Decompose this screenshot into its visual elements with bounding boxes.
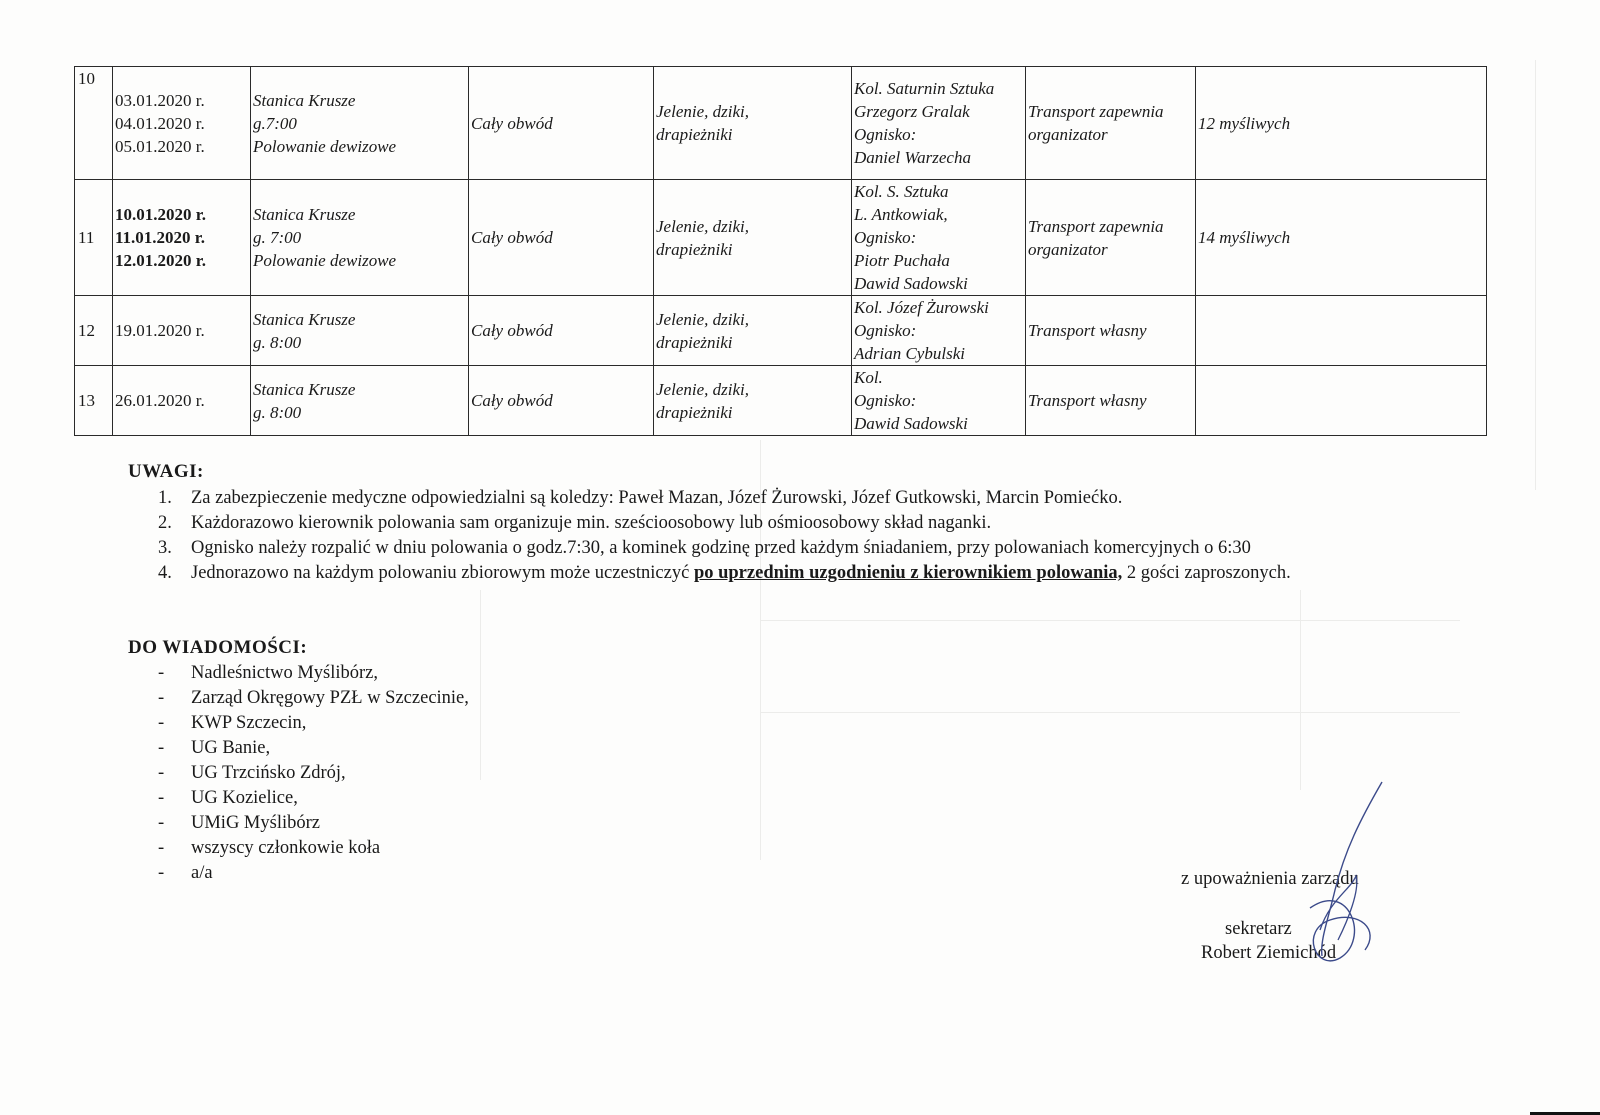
cell-game-line: drapieżniki	[656, 402, 733, 422]
scan-bleed-line	[1535, 60, 1536, 490]
cell-game-line: drapieżniki	[656, 332, 733, 352]
distribution-recipient: UG Trzcińsko Zdrój,	[191, 763, 346, 783]
distribution-recipient: wszyscy członkowie koła	[191, 838, 381, 858]
note-text: Każdorazowo kierownik polowania sam organizuje min. sześcioosobowy lub ośmioosobowy skład naganki.	[191, 513, 992, 533]
cell-game-line: drapieżniki	[656, 125, 733, 144]
distribution-item	[158, 686, 469, 711]
distribution-recipient: a/a	[191, 863, 213, 883]
cell-leaders-line: Piotr Puchała	[854, 251, 950, 270]
distribution-item	[158, 786, 469, 811]
cell-place	[251, 296, 469, 366]
cell-area-text: Cały obwód	[471, 321, 553, 340]
cell-leaders-line: L. Antkowiak,	[854, 205, 948, 224]
cell-hunters-text: 14 myśliwych	[1198, 228, 1291, 247]
cell-number-text: 12	[78, 321, 95, 340]
cell-dates	[113, 296, 251, 366]
scan-bleed-line	[760, 712, 1460, 713]
dash-bullet: -	[158, 763, 165, 783]
note-item	[158, 536, 1291, 561]
note-number: 4.	[158, 563, 172, 583]
distribution-recipient: KWP Szczecin,	[191, 713, 307, 733]
cell-place-line: g. 8:00	[253, 402, 302, 422]
distribution-item	[158, 711, 469, 736]
cell-leaders-line: Grzegorz Gralak	[854, 102, 970, 121]
cell-number	[75, 67, 113, 180]
cell-leaders-line: Kol. Saturnin Sztuka	[854, 79, 995, 98]
secretary-title: sekretarz	[1225, 919, 1292, 939]
distribution-recipient: Nadleśnictwo Myślibórz,	[191, 663, 379, 683]
distribution-list	[158, 661, 469, 886]
cell-leaders-line: Dawid Sadowski	[854, 414, 968, 433]
cell-game	[654, 296, 852, 366]
dash-bullet: -	[158, 663, 165, 683]
cell-transport-line: Transport zapewnia	[1028, 216, 1164, 236]
distribution-recipient: UMiG Myślibórz	[191, 813, 320, 833]
distribution-recipient: UG Banie,	[191, 738, 271, 758]
cell-transport	[1026, 67, 1196, 180]
cell-number-text: 13	[78, 391, 95, 410]
note-text: Jednorazowo na każdym polowaniu zbiorowym może uczestniczyć	[191, 563, 694, 583]
dash-bullet: -	[158, 738, 165, 758]
distribution-heading: DO WIADOMOŚCI:	[128, 637, 308, 658]
cell-leaders-line: Dawid Sadowski	[854, 274, 968, 293]
cell-leaders-line: Kol. Józef Żurowski	[854, 298, 989, 317]
cell-game-line: drapieżniki	[656, 239, 733, 259]
cell-place-line: Polowanie dewizowe	[253, 251, 397, 270]
distribution-recipient: Zarząd Okręgowy PZŁ w Szczecinie,	[191, 688, 469, 708]
cell-area-text: Cały obwód	[471, 391, 553, 410]
cell-transport-line: Transport własny	[1028, 321, 1147, 340]
cell-area-text: Cały obwód	[471, 113, 553, 133]
handwritten-signature	[1290, 780, 1420, 980]
cell-transport-line: organizator	[1028, 239, 1108, 259]
cell-area	[469, 366, 654, 436]
cell-place-line: Stanica Krusze	[253, 205, 356, 224]
cell-dates-line: 26.01.2020 r.	[115, 391, 205, 410]
dash-bullet: -	[158, 713, 165, 733]
distribution-item	[158, 761, 469, 786]
cell-dates-line: 11.01.2020 r.	[115, 228, 206, 247]
cell-dates	[113, 180, 251, 296]
cell-leaders-line: Kol.	[854, 368, 883, 387]
cell-leaders	[852, 366, 1026, 436]
cell-place-line: g. 8:00	[253, 332, 302, 352]
cell-area	[469, 296, 654, 366]
cell-transport	[1026, 296, 1196, 366]
cell-hunters	[1196, 366, 1487, 436]
cell-place-line: g.7:00	[253, 113, 297, 133]
note-item	[158, 486, 1291, 511]
secretary-name: Robert Ziemichód	[1201, 943, 1337, 963]
notes-list	[158, 486, 1291, 586]
distribution-item	[158, 836, 469, 861]
cell-game-line: Jelenie, dziki,	[656, 216, 749, 236]
dash-bullet: -	[158, 863, 165, 883]
distribution-item	[158, 811, 469, 836]
cell-leaders-line: Ognisko:	[854, 391, 917, 410]
cell-transport-line: Transport własny	[1028, 391, 1147, 410]
cell-number	[75, 366, 113, 436]
note-text: 2 gości zaproszonych.	[1122, 563, 1291, 583]
cell-leaders-line: Adrian Cybulski	[854, 344, 965, 363]
cell-hunters	[1196, 296, 1487, 366]
note-number: 2.	[158, 513, 172, 533]
note-number: 1.	[158, 488, 172, 508]
dash-bullet: -	[158, 788, 165, 808]
cell-game	[654, 366, 852, 436]
note-number: 3.	[158, 538, 172, 558]
cell-number	[75, 180, 113, 296]
cell-transport	[1026, 180, 1196, 296]
cell-game-line: Jelenie, dziki,	[656, 379, 749, 399]
cell-dates-line: 19.01.2020 r.	[115, 321, 205, 340]
cell-dates-line: 03.01.2020 r.	[115, 90, 205, 110]
cell-area	[469, 67, 654, 180]
distribution-recipient: UG Kozielice,	[191, 788, 298, 808]
note-item	[158, 561, 1291, 586]
cell-leaders-line: Kol. S. Sztuka	[854, 182, 949, 201]
cell-leaders-line: Daniel Warzecha	[854, 148, 971, 167]
table-row	[75, 180, 1487, 296]
note-text: Za zabezpieczenie medyczne odpowiedzialni są koledzy: Paweł Mazan, Józef Żurowski, Józef Gutkowski, Marcin Pomiećko.	[191, 488, 1123, 508]
notes-heading: UWAGI:	[128, 461, 204, 482]
cell-game	[654, 67, 852, 180]
distribution-item	[158, 861, 469, 886]
note-emphasis: po uprzednim uzgodnieniu z kierownikiem polowania,	[693, 563, 1123, 583]
distribution-item	[158, 736, 469, 761]
cell-transport-line: organizator	[1028, 125, 1108, 144]
cell-place	[251, 67, 469, 180]
cell-game	[654, 180, 852, 296]
dash-bullet: -	[158, 813, 165, 833]
cell-hunters	[1196, 180, 1487, 296]
note-text: Ognisko należy rozpalić w dniu polowania o godz.7:30, a kominek godzinę przed każdym śniadaniem, przy polowaniach komercyjnych o 6:30	[191, 538, 1251, 558]
table-body	[75, 67, 1487, 436]
cell-number	[75, 296, 113, 366]
note-item	[158, 511, 1291, 536]
hunt-schedule-table	[74, 66, 1487, 436]
cell-place-line: Stanica Krusze	[253, 309, 356, 329]
table-row	[75, 67, 1487, 180]
cell-place	[251, 180, 469, 296]
authorization-line: z upoważnienia zarządu	[1181, 869, 1359, 889]
cell-place-line: Stanica Krusze	[253, 379, 356, 399]
cell-number-text: 11	[78, 228, 95, 247]
cell-leaders	[852, 67, 1026, 180]
cell-dates-line: 12.01.2020 r.	[115, 251, 206, 270]
cell-dates-line: 10.01.2020 r.	[115, 205, 206, 224]
cell-place-line: Polowanie dewizowe	[253, 136, 397, 156]
scan-bleed-line	[480, 590, 481, 780]
cell-dates-line: 04.01.2020 r.	[115, 113, 205, 133]
distribution-item	[158, 661, 469, 686]
cell-game-line: Jelenie, dziki,	[656, 102, 749, 121]
dash-bullet: -	[158, 838, 165, 858]
cell-leaders	[852, 296, 1026, 366]
dash-bullet: -	[158, 688, 165, 708]
cell-leaders	[852, 180, 1026, 296]
cell-leaders-line: Ognisko:	[854, 125, 917, 144]
scan-bleed-line	[760, 620, 1460, 621]
cell-hunters	[1196, 67, 1487, 180]
cell-dates	[113, 366, 251, 436]
cell-leaders-line: Ognisko:	[854, 228, 917, 247]
cell-place-line: Stanica Krusze	[253, 90, 356, 110]
cell-hunters-text: 12 myśliwych	[1198, 113, 1291, 133]
cell-dates-line: 05.01.2020 r.	[115, 136, 205, 156]
cell-area	[469, 180, 654, 296]
cell-game-line: Jelenie, dziki,	[656, 309, 749, 329]
cell-dates	[113, 67, 251, 180]
cell-place	[251, 366, 469, 436]
cell-place-line: g. 7:00	[253, 228, 302, 247]
table-row	[75, 296, 1487, 366]
cell-number-text: 10	[78, 69, 95, 88]
cell-transport-line: Transport zapewnia	[1028, 102, 1164, 121]
cell-area-text: Cały obwód	[471, 228, 553, 247]
cell-leaders-line: Ognisko:	[854, 321, 917, 340]
table-row	[75, 366, 1487, 436]
cell-transport	[1026, 366, 1196, 436]
